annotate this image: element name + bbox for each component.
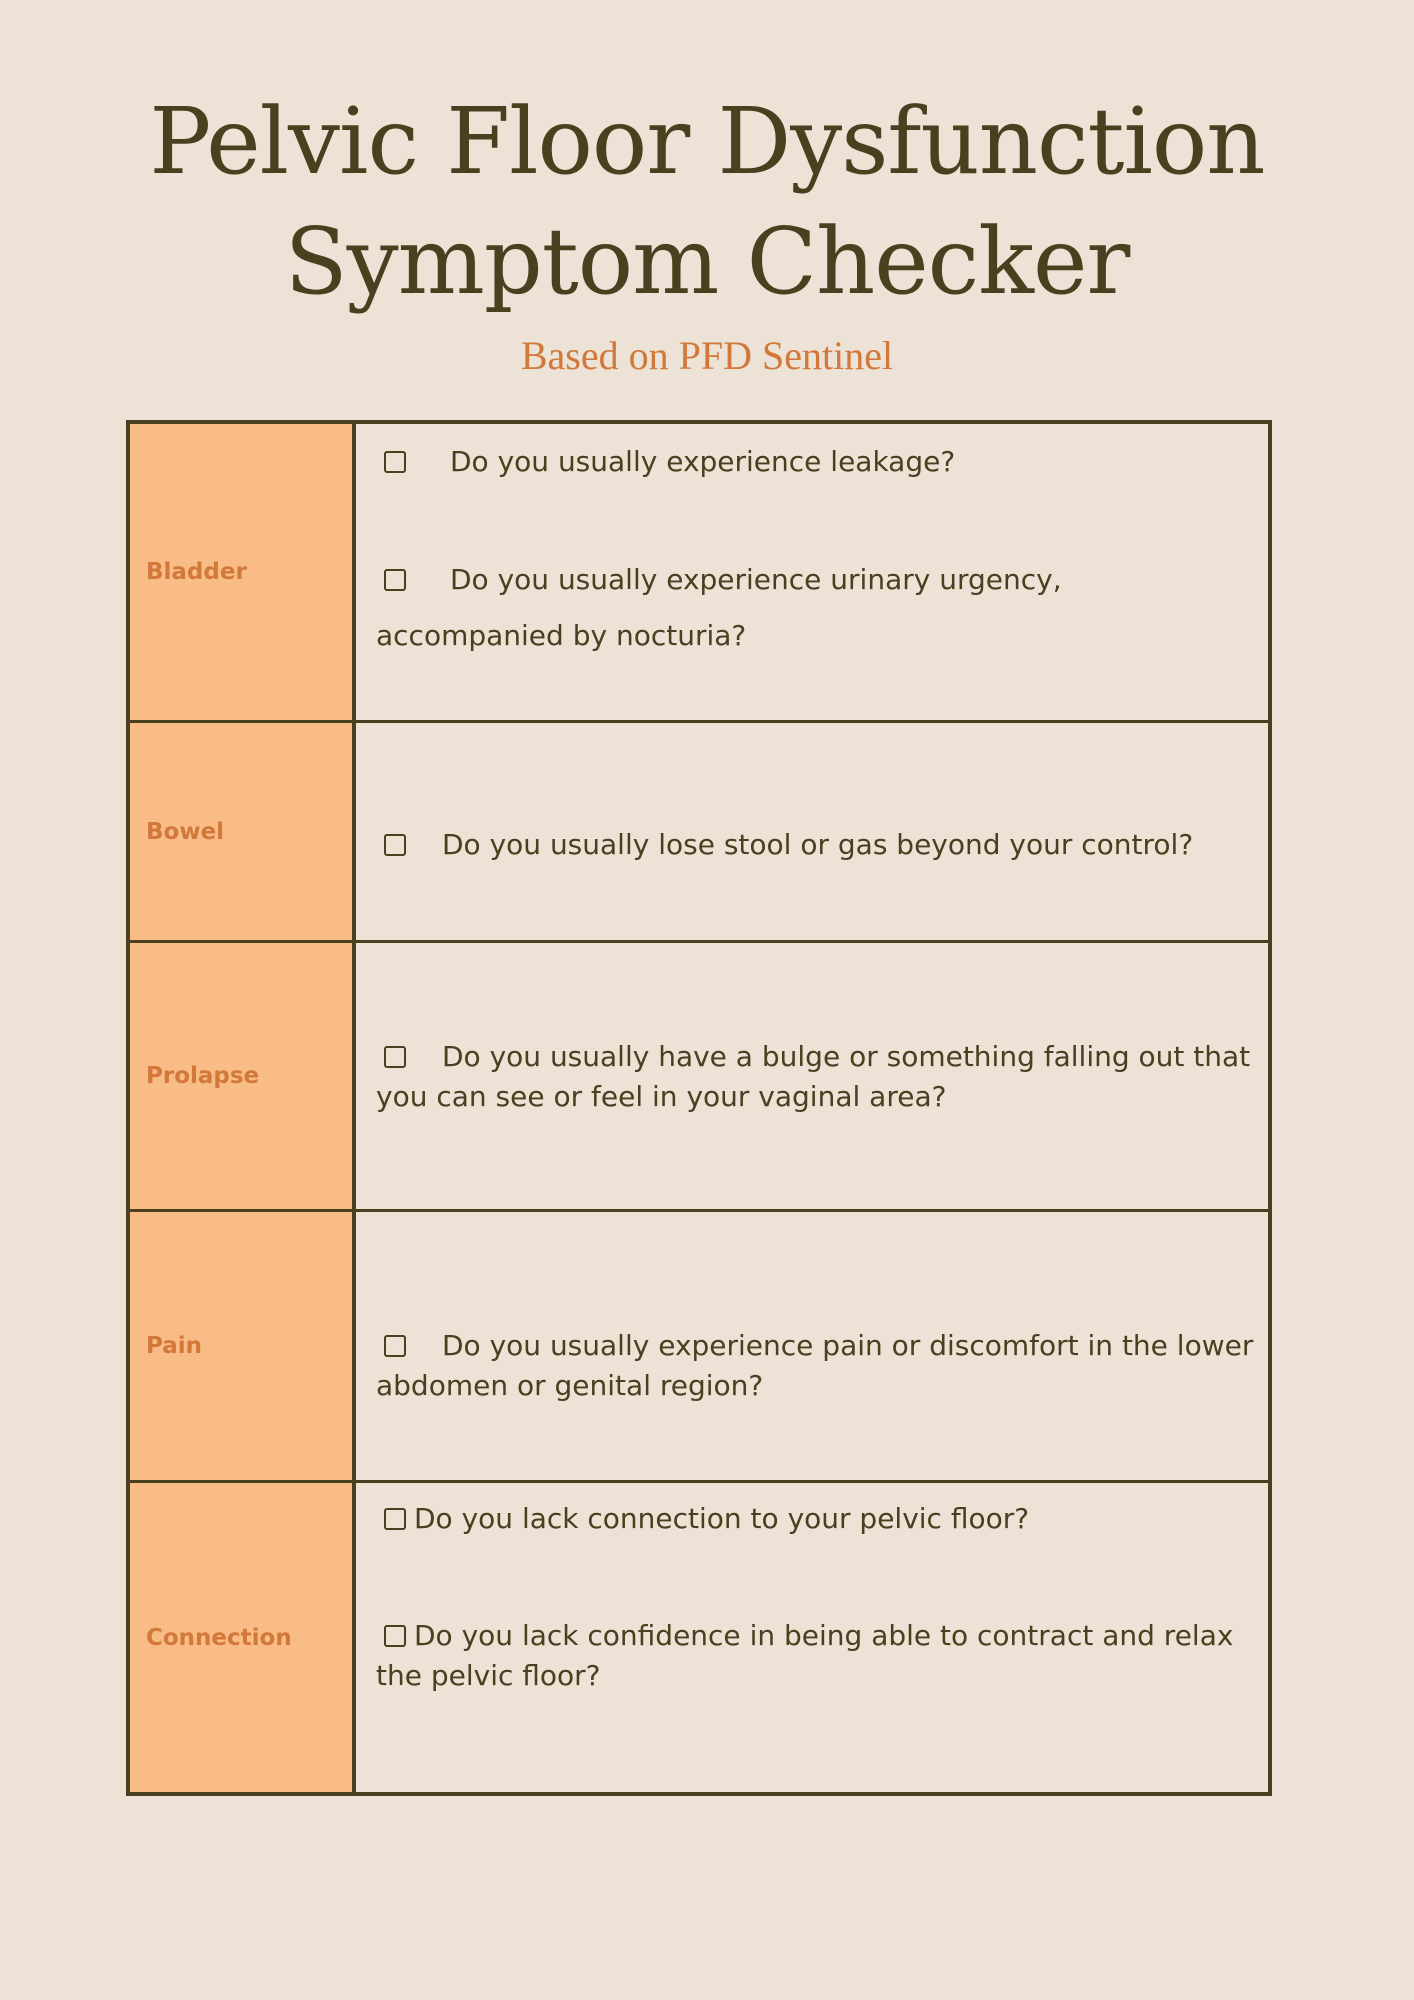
symptom-table bbox=[126, 420, 1272, 1796]
category-cell-pain bbox=[130, 1212, 356, 1480]
checkbox[interactable] bbox=[384, 569, 406, 591]
category-cell-bladder bbox=[130, 424, 356, 720]
question-text: Do you usually have a bulge or something falling out that you can see or feel in your vaginal area? bbox=[376, 1040, 1251, 1113]
page-subtitle: Based on PFD Sentinel bbox=[520, 333, 894, 378]
question-connection-confidence bbox=[376, 1616, 1256, 1696]
question-prolapse-bulge bbox=[376, 1037, 1256, 1117]
question-bladder-leakage bbox=[376, 442, 1256, 482]
question-connection-awareness bbox=[376, 1499, 1256, 1539]
category-label: Connection bbox=[146, 1624, 292, 1651]
question-text: Do you usually lose stool or gas beyond your control? bbox=[442, 828, 1194, 861]
category-label: Bladder bbox=[146, 559, 247, 585]
checkbox[interactable] bbox=[384, 1335, 406, 1357]
page-title-line-1: Pelvic Floor Dysfunction bbox=[149, 88, 1265, 195]
table-row-pain bbox=[130, 1212, 1268, 1483]
question-bladder-urgency bbox=[376, 552, 1256, 664]
table-row-connection bbox=[130, 1483, 1268, 1792]
table-row-bladder bbox=[130, 424, 1268, 723]
question-text: Do you usually experience pain or discomfort in the lower abdomen or genital region? bbox=[376, 1329, 1254, 1402]
checkbox[interactable] bbox=[384, 1046, 406, 1068]
question-text: Do you lack confidence in being able to contract and relax the pelvic floor? bbox=[376, 1619, 1234, 1692]
question-text: Do you usually experience leakage? bbox=[450, 445, 956, 478]
category-cell-bowel bbox=[130, 723, 356, 940]
category-cell-connection bbox=[130, 1483, 356, 1792]
question-text: Do you lack connection to your pelvic floor? bbox=[414, 1502, 1030, 1535]
page-title-line-2: Symptom Checker bbox=[284, 208, 1130, 315]
checkbox[interactable] bbox=[384, 1508, 406, 1530]
question-bowel-control bbox=[376, 825, 1256, 865]
category-label: Prolapse bbox=[146, 1063, 260, 1089]
question-text: Do you usually experience urinary urgency, accompanied by nocturia? bbox=[376, 563, 1062, 652]
checkbox[interactable] bbox=[384, 451, 406, 473]
table-row-bowel bbox=[130, 723, 1268, 943]
category-label: Bowel bbox=[146, 818, 225, 845]
checkbox[interactable] bbox=[384, 834, 406, 856]
category-label: Pain bbox=[146, 1333, 203, 1359]
table-row-prolapse bbox=[130, 943, 1268, 1212]
checkbox[interactable] bbox=[384, 1625, 406, 1647]
category-cell-prolapse bbox=[130, 943, 356, 1209]
question-pain-discomfort bbox=[376, 1326, 1256, 1406]
